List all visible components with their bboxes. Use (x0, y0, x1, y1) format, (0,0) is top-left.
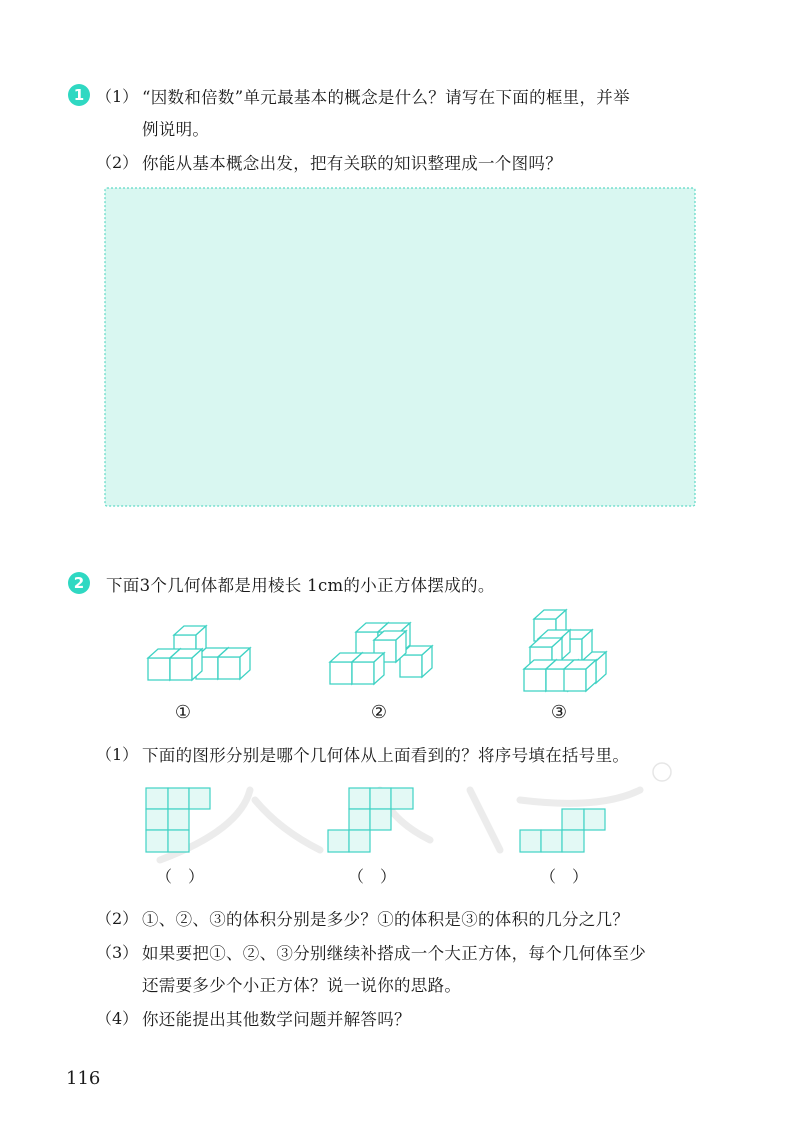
q2-part3-line2: 还需要多少个小正方体？说一说你的思路。 (142, 976, 462, 995)
q2-intro: 下面3个几何体都是用棱长 1cm的小正方体摆成的。 (106, 576, 495, 595)
q2-part4-label: （4） (96, 1009, 139, 1028)
answer-blank-1[interactable]: （ ） (155, 867, 204, 886)
figure-2-label: ② (370, 702, 388, 723)
q2-part3-label: （3） (96, 943, 139, 962)
q1-part2-text: 你能从基本概念出发，把有关联的知识整理成一个图吗？ (142, 154, 562, 173)
q1-part1-label: （1） (96, 87, 139, 106)
q1-part1-line1: “因数和倍数”单元最基本的概念是什么？请写在下面的框里，并举 (142, 88, 630, 107)
question-1-badge: 1 (68, 84, 90, 106)
q2-part2-text: ①、②、③的体积分别是多少？①的体积是③的体积的几分之几？ (142, 910, 630, 929)
page-number: 116 (66, 1068, 101, 1089)
answer-blank-2[interactable]: （ ） (347, 867, 396, 886)
q2-part2-label: （2） (96, 909, 139, 928)
answer-blank-3[interactable]: （ ） (539, 867, 588, 886)
q2-part4-text: 你还能提出其他数学问题并解答吗？ (142, 1010, 411, 1029)
q2-part1-text: 下面的图形分别是哪个几何体从上面看到的？将序号填在括号里。 (142, 746, 630, 765)
q2-part1-label: （1） (96, 745, 139, 764)
q1-part1-line2: 例说明。 (142, 120, 210, 139)
question-2-badge: 2 (68, 572, 90, 594)
figure-1-label: ① (174, 702, 192, 723)
q2-part3-line1: 如果要把①、②、③分别继续补搭成一个大正方体，每个几何体至少 (142, 944, 646, 963)
q1-part2-label: （2） (96, 153, 139, 172)
figure-3-label: ③ (550, 702, 568, 723)
